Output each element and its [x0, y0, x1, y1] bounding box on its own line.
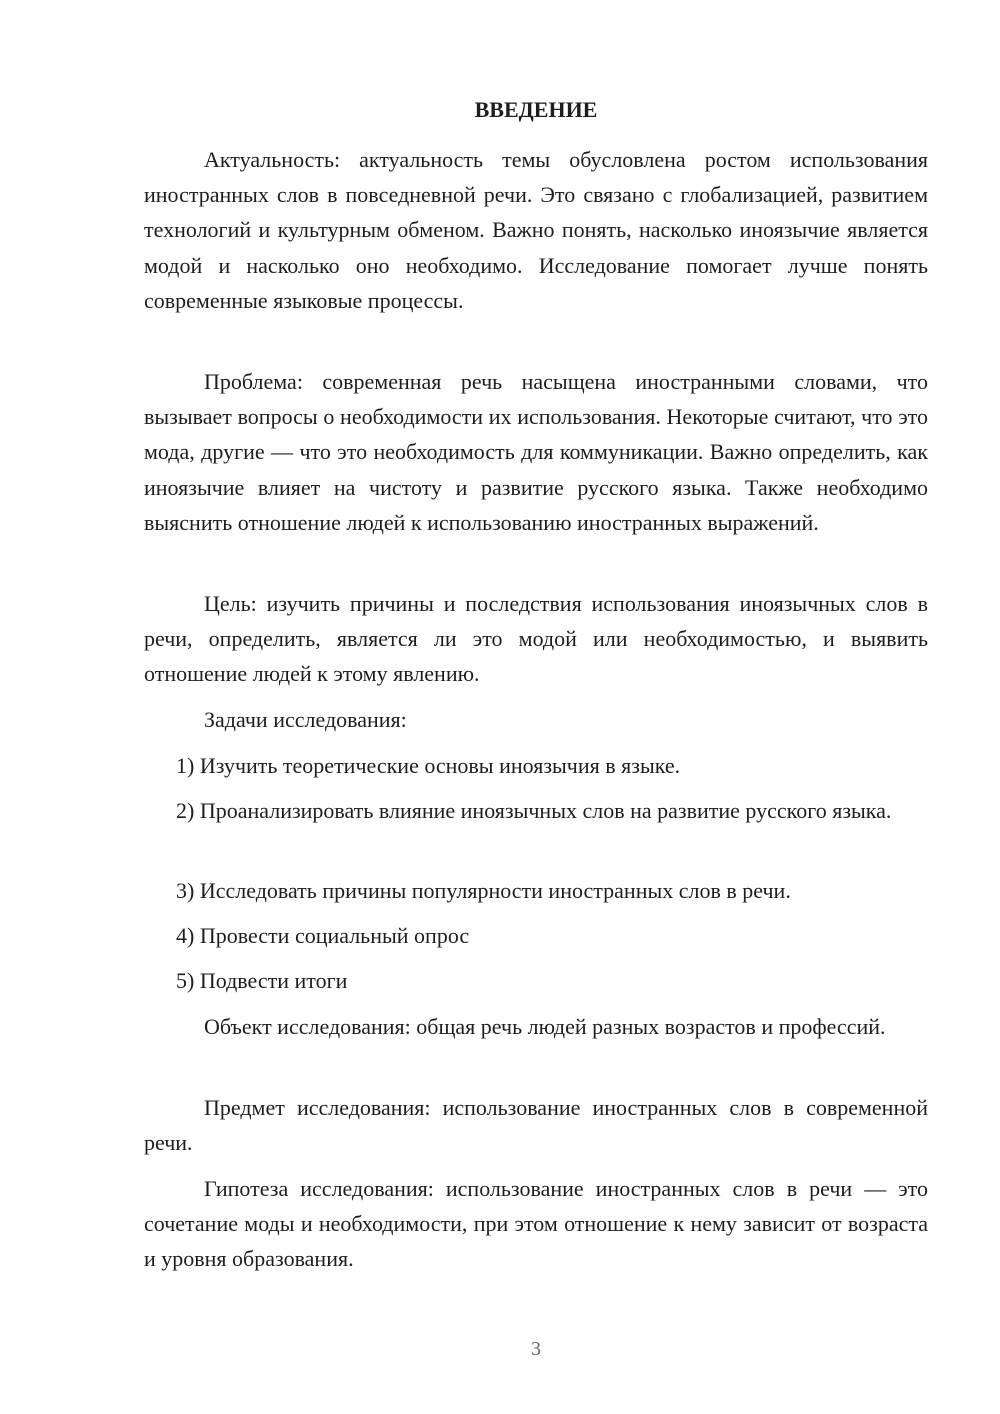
- relevance-paragraph: Актуальность: актуальность темы обусловлена ростом использования иностранных слов в повседневной речи. Это связано с глобализацией, развитием технологий и культурным обменом. Важно понять, насколько иноязычие является модой и насколько оно необходимо. Исследование помогает лучше понять современные языковые процессы.: [144, 147, 928, 313]
- page-number: 3: [531, 1338, 541, 1360]
- goal-paragraph: Цель: изучить причины и последствия использования иноязычных слов в речи, определить, является ли это модой или необходимостью, и выявить отношение людей к этому явлению.: [144, 591, 928, 687]
- task-item-3: 3) Исследовать причины популярности иностранных слов в речи.: [176, 878, 791, 903]
- tasks-heading: Задачи исследования:: [204, 707, 407, 732]
- task-item-1: 1) Изучить теоретические основы иноязычия в языке.: [176, 753, 681, 778]
- problem-paragraph: Проблема: современная речь насыщена иностранными словами, что вызывает вопросы о необходимости их использования. Некоторые считают, что это мода, другие — что это необходимость для коммуникации. Важно определить, как иноязычие влияет на чистоту и развитие русского языка. Также необходимо выяснить отношение людей к использованию иностранных выражений.: [144, 369, 928, 535]
- object-paragraph: Объект исследования: общая речь людей разных возрастов и профессий.: [204, 1014, 886, 1039]
- subject-paragraph: Предмет исследования: использование иностранных слов в современной речи.: [144, 1095, 928, 1156]
- hypothesis-paragraph: Гипотеза исследования: использование иностранных слов в речи — это сочетание моды и необходимости, при этом отношение к нему зависит от возраста и уровня образования.: [144, 1176, 928, 1272]
- document-page: [144, 0, 928, 1414]
- task-item-5: 5) Подвести итоги: [176, 968, 348, 993]
- task-item-2: 2) Проанализировать влияние иноязычных слов на развитие русского языка.: [176, 798, 892, 823]
- task-item-4: 4) Провести социальный опрос: [176, 923, 470, 948]
- section-title: ВВЕДЕНИЕ: [474, 97, 598, 122]
